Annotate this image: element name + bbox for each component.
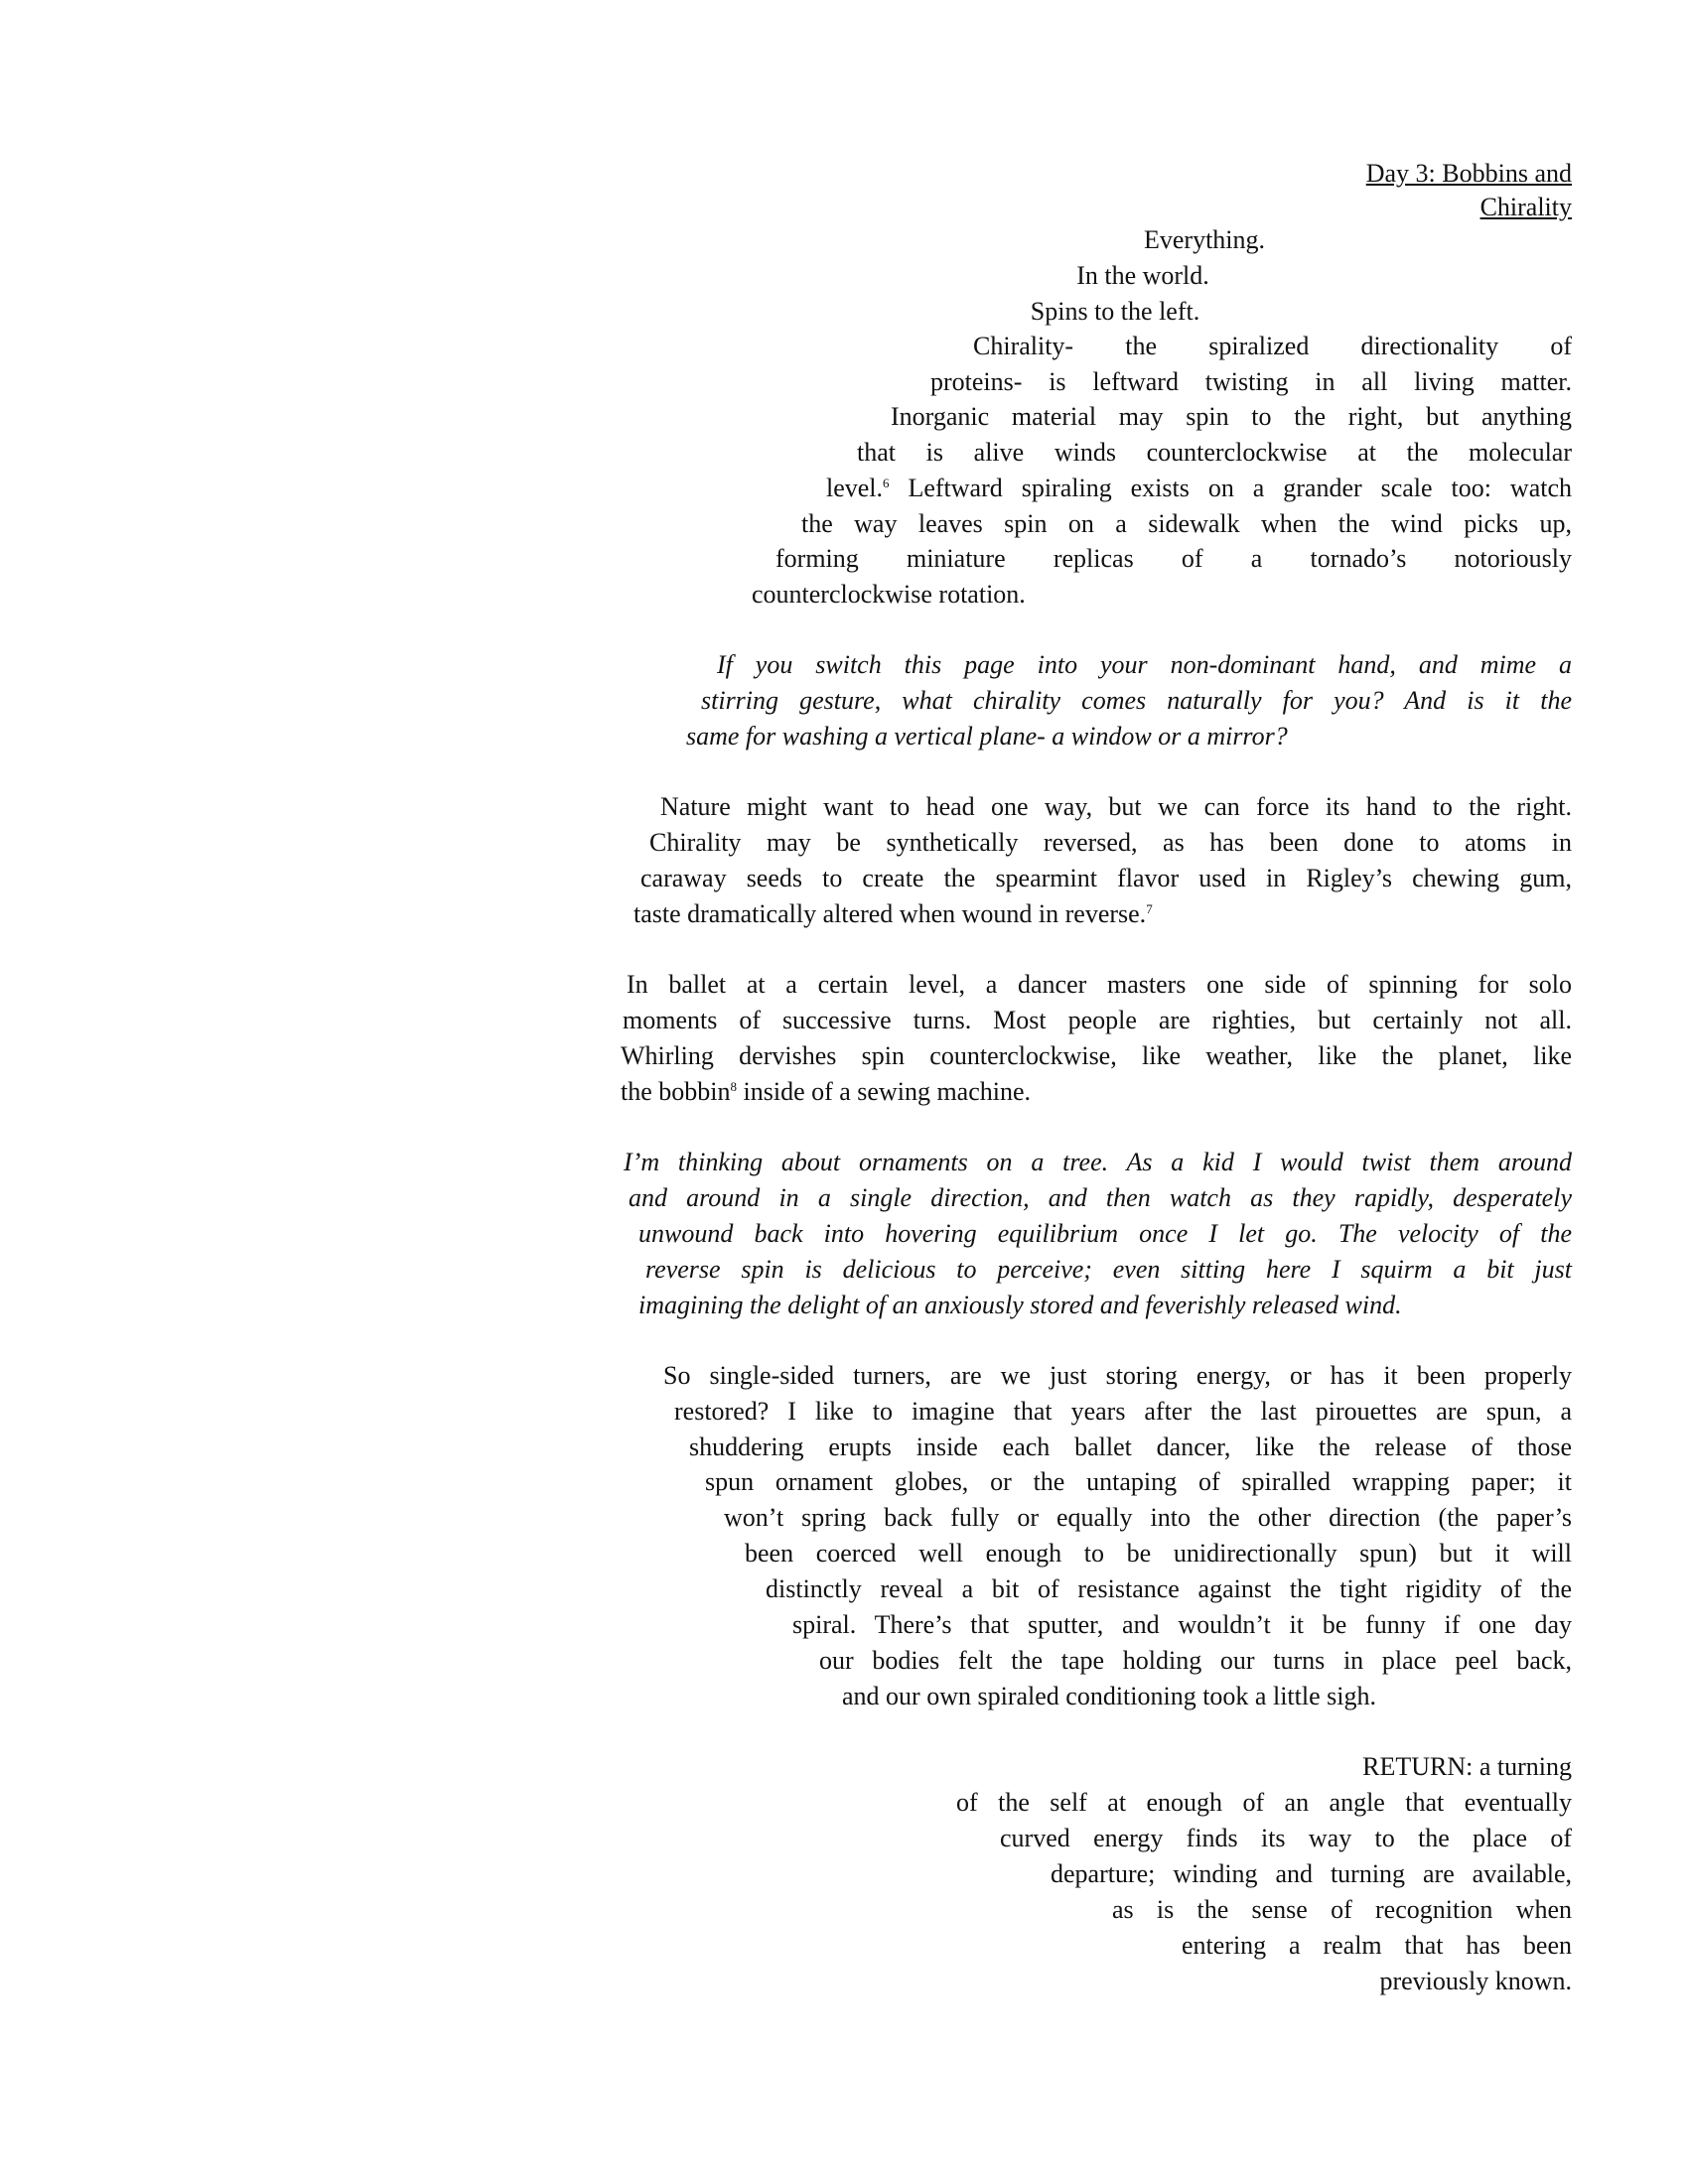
paragraph-line	[621, 1074, 1572, 1110]
prompt-line: If you switch this page into your non-dominant hand, and mime a	[717, 650, 1572, 679]
paragraph-line: and our own spiraled conditioning took a little sigh.	[842, 1682, 1376, 1710]
prompt-line: reverse spin is delicious to perceive; even sitting here I squirm a bit just	[645, 1255, 1572, 1284]
opening-line-1: Everything.	[1143, 225, 1266, 254]
paragraph-line: Inorganic material may spin to the right, but anything	[891, 402, 1572, 431]
definition-line: entering a realm that has been	[1182, 1931, 1572, 1960]
footnote-marker-7: 7	[1146, 901, 1153, 916]
paragraph-line: been coerced well enough to be unidirectionally spun) but it will	[745, 1539, 1572, 1568]
paragraph-line: our bodies felt the tape holding our turns in place peel back,	[819, 1646, 1572, 1675]
paragraph-line: So single-sided turners, are we just storing energy, or has it been properly	[663, 1361, 1572, 1390]
paragraph-line: counterclockwise rotation.	[752, 580, 1026, 609]
paragraph-line: spun ornament globes, or the untaping of spiralled wrapping paper; it	[705, 1467, 1572, 1496]
paragraph-line: Nature might want to head one way, but we can force its hand to the right.	[660, 792, 1572, 821]
paragraph-text: inside of a sewing machine.	[737, 1077, 1032, 1106]
paragraph-line: Chirality- the spiralized directionality of	[973, 332, 1572, 360]
prompt-line: I’m thinking about ornaments on a tree. As a kid I would twist them around	[624, 1148, 1572, 1176]
paragraph-line: forming miniature replicas of a tornado’s notoriously	[775, 544, 1572, 573]
prompt-line: imagining the delight of an anxiously stored and feverishly released wind.	[638, 1291, 1402, 1319]
paragraph-line: restored? I like to imagine that years after the last pirouettes are spun, a	[674, 1397, 1572, 1426]
paragraph-line: distinctly reveal a bit of resistance against the tight rigidity of the	[766, 1574, 1572, 1603]
page-title-line-2: Chirality	[1479, 193, 1572, 221]
definition-line: curved energy finds its way to the place of	[1000, 1824, 1572, 1852]
prompt-line: and around in a single direction, and then watch as they rapidly, desperately	[629, 1183, 1572, 1212]
footnote-marker-6: 6	[883, 476, 890, 490]
paragraph-line: caraway seeds to create the spearmint flavor used in Rigley’s chewing gum,	[640, 864, 1572, 892]
paragraph-line: shuddering erupts inside each ballet dancer, like the release of those	[689, 1433, 1572, 1461]
paragraph-line	[826, 471, 1572, 506]
paragraph-text: level.	[826, 474, 884, 502]
paragraph-line	[633, 896, 1572, 932]
prompt-line: unwound back into hovering equilibrium once I let go. The velocity of the	[638, 1219, 1572, 1248]
prompt-line: same for washing a vertical plane- a window or a mirror?	[686, 722, 1288, 751]
paragraph-text: the bobbin	[621, 1077, 731, 1106]
definition-line: previously known.	[1379, 1967, 1572, 1995]
paragraph-text: taste dramatically altered when wound in reverse.	[633, 899, 1147, 928]
paragraph-line: In ballet at a certain level, a dancer masters one side of spinning for solo	[627, 970, 1572, 999]
paragraph-line: Chirality may be synthetically reversed, as has been done to atoms in	[649, 828, 1572, 857]
prompt-line: stirring gesture, what chirality comes naturally for you? And is it the	[701, 686, 1572, 715]
paragraph-line: that is alive winds counterclockwise at the molecular	[857, 438, 1572, 467]
definition-line: RETURN: a turning	[1362, 1752, 1572, 1781]
paragraph-line: proteins- is leftward twisting in all living matter.	[930, 367, 1572, 396]
paragraph-line: moments of successive turns. Most people are righties, but certainly not all.	[623, 1006, 1572, 1034]
definition-line: of the self at enough of an angle that eventually	[956, 1788, 1572, 1817]
definition-line: as is the sense of recognition when	[1112, 1895, 1572, 1924]
page-title-line-1: Day 3: Bobbins and	[1365, 159, 1572, 188]
paragraph-line: the way leaves spin on a sidewalk when the wind picks up,	[801, 509, 1572, 538]
paragraph-text: Leftward spiraling exists on a grander scale too: watch	[889, 474, 1572, 502]
footnote-marker-8: 8	[730, 1079, 737, 1094]
paragraph-line: Whirling dervishes spin counterclockwise, like weather, like the planet, like	[621, 1041, 1572, 1070]
opening-line-2: In the world.	[1076, 261, 1209, 290]
paragraph-line: won’t spring back fully or equally into the other direction (the paper’s	[724, 1503, 1572, 1532]
definition-line: departure; winding and turning are available,	[1051, 1859, 1572, 1888]
paragraph-line: spiral. There’s that sputter, and wouldn’t it be funny if one day	[792, 1610, 1572, 1639]
opening-line-3: Spins to the left.	[1030, 297, 1200, 326]
